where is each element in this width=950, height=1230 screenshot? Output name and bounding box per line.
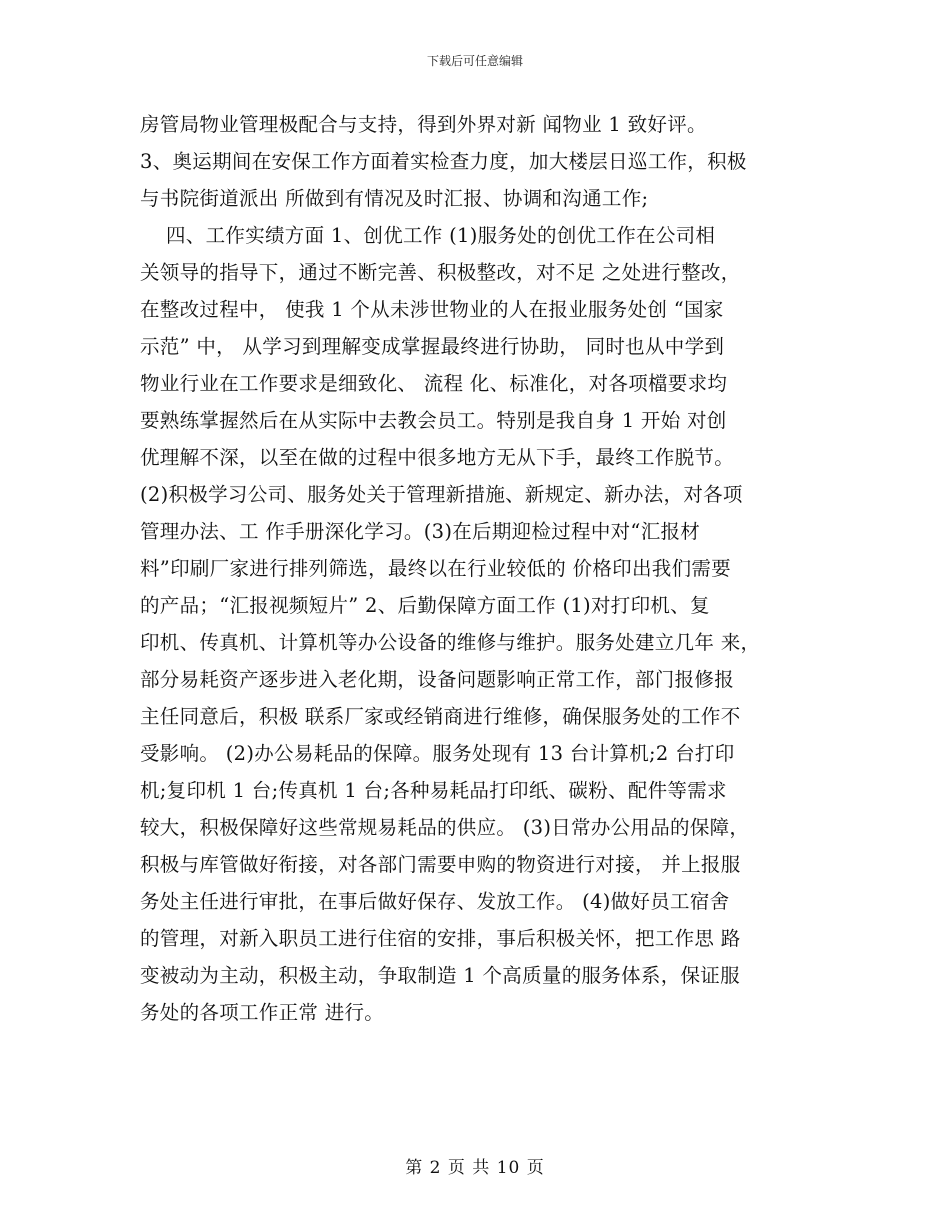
body-line: 管理办法、工 作手册深化学习。(3)在后期迎检过程中对“汇报材 xyxy=(140,520,701,543)
body-line: 要熟练掌握然后在从实际中去教会员工。特别是我自身 1 开始 对创 xyxy=(140,409,727,432)
body-line: 务处的各项工作正常 进行。 xyxy=(140,1001,385,1024)
body-line: 房管局物业管理极配合与支持，得到外界对新 闻物业 1 致好评。 xyxy=(140,113,707,136)
body-line: 部分易耗资产逐步进入老化期，设备问题影响正常工作，部门报修报 xyxy=(140,668,735,691)
body-line: 四、工作实绩方面 1、创优工作 (1)服务处的创优工作在公司相 xyxy=(140,224,716,247)
page-number: 第 2 页 共 10 页 xyxy=(405,1158,545,1178)
body-line: 受影响。 (2)办公易耗品的保障。服务处现有 13 台计算机;2 台打印 xyxy=(140,742,735,765)
body-line: 示范” 中， 从学习到理解变成掌握最终进行协助， 同时也从中学到 xyxy=(140,335,725,358)
document-body xyxy=(140,106,820,1031)
body-line: 务处主任进行审批，在事后做好保存、发放工作。 (4)做好员工宿舍 xyxy=(140,890,730,913)
body-line: 与书院街道派出 所做到有情况及时汇报、协调和沟通工作; xyxy=(140,187,649,210)
body-line: 主任同意后，积极 联系厂家或经销商进行维修，确保服务处的工作不 xyxy=(140,705,741,728)
body-line: 关领导的指导下，通过不断完善、积极整改，对不足 之处进行整改， xyxy=(140,261,741,284)
body-line: 积极与库管做好衔接，对各部门需要申购的物资进行对接， 并上报服 xyxy=(140,853,741,876)
body-line: (2)积极学习公司、服务处关于管理新措施、新规定、新办法，对各项 xyxy=(140,483,743,506)
page-header: 下载后可任意编辑 xyxy=(426,54,523,68)
body-line: 在整改过程中， 使我 1 个从未涉世物业的人在报业服务处创 “国家 xyxy=(140,298,724,321)
body-line: 的管理，对新入职员工进行住宿的安排，事后积极关怀，把工作思 路 xyxy=(140,927,741,950)
body-line: 优理解不深，以至在做的过程中很多地方无从下手，最终工作脱节。 xyxy=(140,446,735,469)
body-line: 变被动为主动，积极主动，争取制造 1 个高质量的服务体系，保证服 xyxy=(140,964,740,987)
body-line: 的产品；“汇报视频短片” 2、后勤保障方面工作 (1)对打印机、复 xyxy=(140,594,710,617)
body-line: 料”印刷厂家进行排列筛选，最终以在行业较低的 价格印出我们需要 xyxy=(140,557,731,580)
body-line: 印机、传真机、计算机等办公设备的维修与维护。服务处建立几年 来， xyxy=(140,631,761,654)
body-line: 3、奥运期间在安保工作方面着实检查力度，加大楼层日巡工作，积极 xyxy=(140,150,747,173)
body-line: 物业行业在工作要求是细致化、 流程 化、标准化，对各项檔要求均 xyxy=(140,372,728,395)
body-line: 较大，积极保障好这些常规易耗品的供应。 (3)日常办公用品的保障， xyxy=(140,816,750,839)
body-line: 机;复印机 1 台;传真机 1 台;各种易耗品打印纸、碳粉、配件等需求 xyxy=(140,779,727,802)
